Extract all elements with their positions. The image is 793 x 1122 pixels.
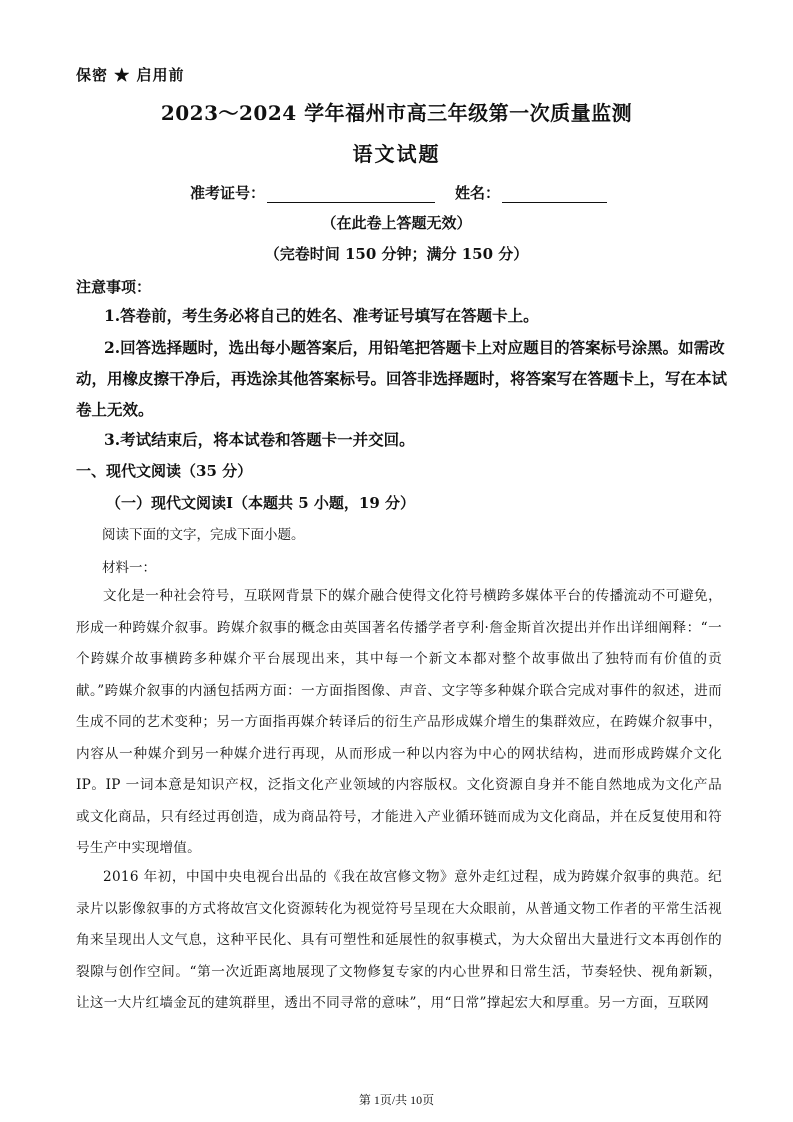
reading-instruction: 阅读下面的文字，完成下面小题。	[102, 527, 305, 543]
notice-item: 1.答卷前，考生务必将自己的姓名、准考证号填写在答题卡上。	[104, 306, 539, 325]
exam-time-note: （完卷时间 150 分钟；满分 150 分）	[264, 245, 529, 263]
name-label: 姓名：	[455, 184, 501, 202]
invalid-answer-note: （在此卷上答题无效）	[321, 214, 472, 232]
notice-item: 3.考试结束后，将本试卷和答题卡一并交回。	[104, 430, 415, 449]
candidate-info-row	[190, 182, 607, 203]
exam-id-blank	[267, 186, 435, 203]
confidential-mark: 保密 ★ 启用前	[76, 66, 185, 84]
subsection-heading: （一）现代文阅读Ⅰ（本题共 5 小题，19 分）	[106, 494, 415, 512]
material-paragraph: 2016 年初，中国中央电视台出品的《我在故宫修文物》意外走红过程，成为跨媒介叙事的典范。纪录片以影像叙事的方式将故宫文化资源转化为视觉符号呈现在大众眼前，从普通文物工作者的平常生活视角来呈现出人文气息，这种平民化、具有可塑性和延展性的叙事模式，为大众留出大量进行文本再创作的裂隙与创作空间。“第一次近距离地展现了文物修复专家的内心世界和日常生活，节奏轻快、视角新颖，让这一大片红墙金瓦的建筑群里，透出不同寻常的意味”，用“日常”撑起宏大和厚重。另一方面，互联网	[76, 869, 722, 1011]
section-heading: 一、现代文阅读（35 分）	[76, 462, 253, 480]
exam-subject-title: 语文试题	[352, 142, 441, 166]
exam-main-title: 2023～2024 学年福州市高三年级第一次质量监测	[160, 101, 633, 125]
name-blank	[502, 186, 607, 203]
material-paragraph: 文化是一种社会符号，互联网背景下的媒介融合使得文化符号横跨多媒体平台的传播流动不可避免，形成一种跨媒介叙事。跨媒介叙事的概念由英国著名传播学者亨利·詹金斯首次提出并作出详细阐释：“一个跨媒介故事横跨多种媒介平台展现出来，其中每一个新文本都对整个故事做出了独特而有价值的贡献。”跨媒介叙事的内涵包括两方面：一方面指图像、声音、文字等多种媒介联合完成对事件的叙述，进而生成不同的艺术变种；另一方面指再媒介转译后的衍生产品形成媒介增生的集群效应，在跨媒介叙事中，内容从一种媒介到另一种媒介进行再现，从而形成一种以内容为中心的网状结构，进而形成跨媒介文化 IP。IP 一词本意是知识产权，泛指文化产业领域的内容版权。文化资源自身并不能自然地成为文化产品或文化商品，只有经过再创造，成为商品符号，才能进入产业循环链而成为文化商品，并在反复使用和符号生产中实现增值。	[76, 588, 722, 856]
page-number-footer: 第 1页/共 10页	[358, 1093, 435, 1107]
exam-id-label: 准考证号：	[190, 184, 266, 202]
notice-item: 2.回答选择题时，选出每小题答案后，用铅笔把答题卡上对应题目的答案标号涂黑。如需改动，用橡皮擦干净后，再选涂其他答案标号。回答非选择题时，将答案写在答题卡上，写在本试卷上无效。	[76, 338, 728, 419]
notice-heading: 注意事项：	[76, 278, 152, 296]
material-label: 材料一：	[102, 560, 156, 576]
